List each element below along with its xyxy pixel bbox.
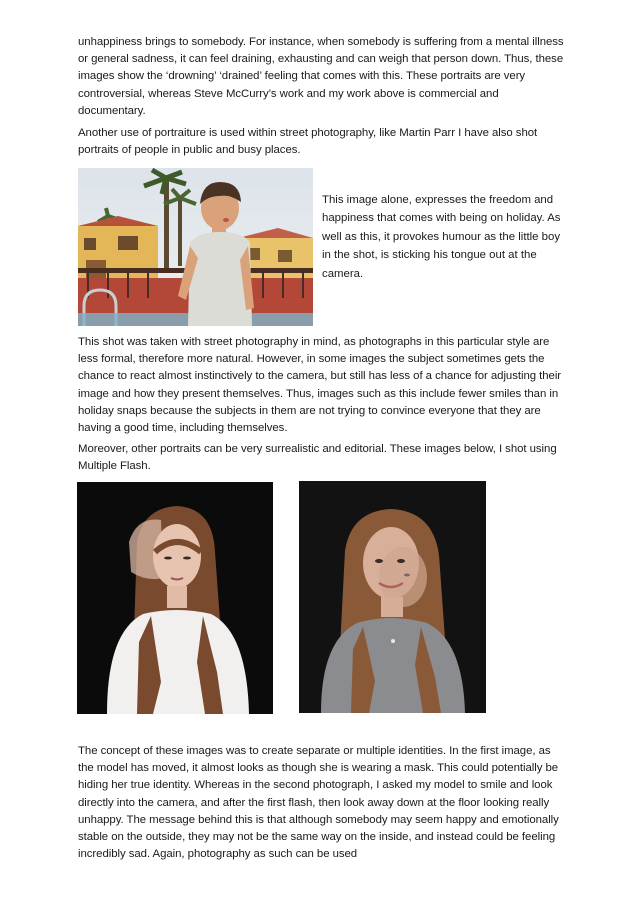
multiple-flash-photo-smile — [299, 481, 486, 713]
paragraph-multiple-identities: The concept of these images was to create separate or multiple identities. In the first image, as the model has moved, it almost looks as though she is wearing a mask. This could potentially be hiding her true identity. Whereas in the second photograph, I asked my model to smile and look directly into the camera, and after the first flash, then look away down at the floor looking really unhappy. The message behind this is that although somebody may seem happy and emotionally stable on the outside, they may not be the same way on the inside, and instead could be feeling incredibly sad. Again, photography as such can be used — [78, 745, 559, 861]
multiple-flash-photo-mask — [77, 482, 273, 714]
paragraph-drained-feeling: unhappiness brings to somebody. For instance, when somebody is suffering from a mental illness or general sadness, it can feel draining, exhausting and can weigh that person down. Thus, these images show the ‘drowning’ ‘drained’ feeling that comes with this. These portraits are very controversial, whereas Steve McCurry’s work and my work above is commercial and documentary. — [78, 36, 564, 117]
holiday-caption: This image alone, expresses the freedom and happiness that comes with being on holiday. As well as this, it provokes humour as the little boy in the shot, is sticking his tongue out at the camera. — [322, 194, 561, 280]
paragraph-street-photography: Another use of portraiture is used within street photography, like Martin Parr I have also shot portraits of people in public and busy places. — [78, 127, 538, 157]
paragraph-street-shot: This shot was taken with street photography in mind, as photographs in this particular style are less formal, therefore more natural. However, in some images the subject sometimes gets the chance to react almost instinctively to the camera, but still has less of a chance for adjusting their image and how they present themselves. Thus, images such as this include fewer smiles than in holiday snaps because the subjects in them are not trying to convince everyone that they are having a good time, including themselves. — [78, 336, 562, 435]
paragraph-multiple-flash: Moreover, other portraits can be very surrealistic and editorial. These images below, I shot using Multiple Flash. — [78, 443, 557, 473]
holiday-boy-photo — [78, 168, 313, 326]
